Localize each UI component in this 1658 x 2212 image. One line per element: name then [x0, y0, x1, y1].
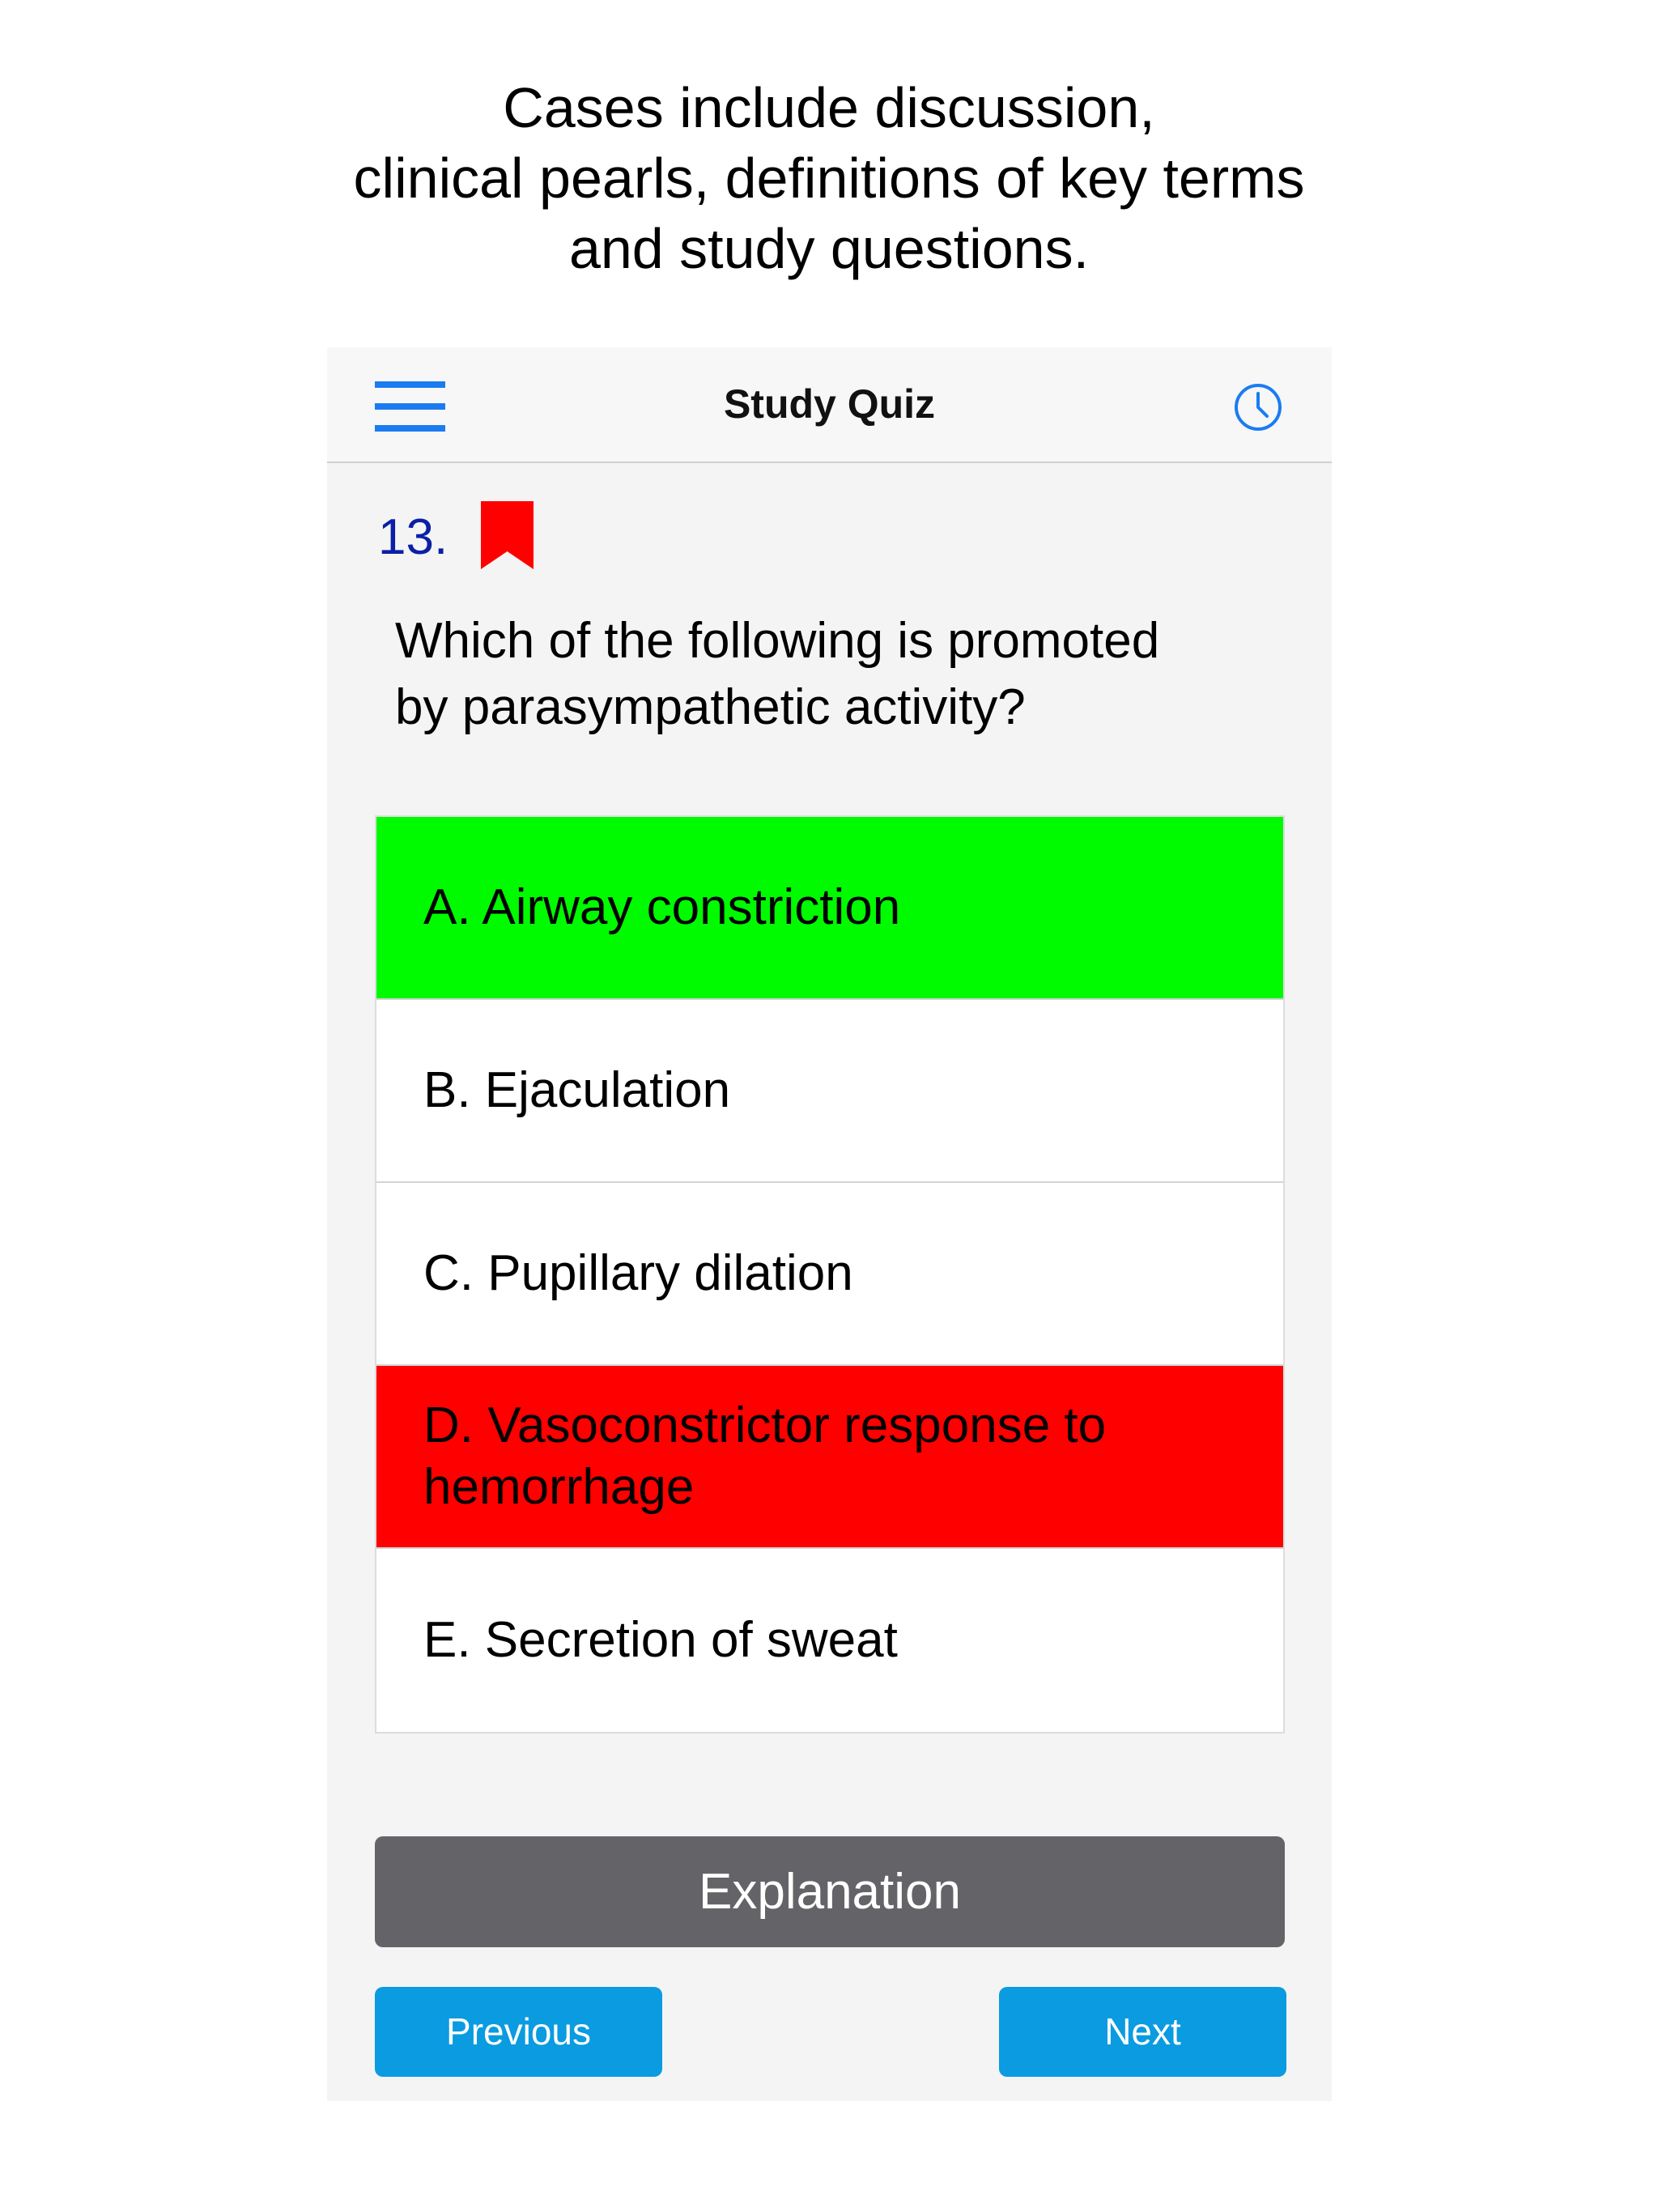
answer-label: [423, 1243, 853, 1304]
question-text: [395, 608, 1269, 741]
question-line: by parasympathetic activity?: [395, 679, 1026, 735]
page-title: Study Quiz: [723, 381, 936, 427]
answer-text-line: hemorrhage: [423, 1459, 695, 1515]
clock-icon[interactable]: [1233, 382, 1283, 432]
question-line: Which of the following is promoted: [395, 613, 1160, 669]
caption-line: clinical pearls, definitions of key terms: [353, 147, 1305, 210]
answer-text-line: D. Vasoconstrictor response to: [423, 1397, 1107, 1453]
answer-text-line: E. Secretion of sweat: [423, 1612, 898, 1668]
answer-option-e[interactable]: [376, 1549, 1283, 1732]
answer-option-a[interactable]: [376, 817, 1283, 1000]
answer-list: [375, 815, 1285, 1733]
answer-label: [423, 1060, 730, 1121]
navigation-bar: [327, 347, 1332, 463]
answer-text-line: C. Pupillary dilation: [423, 1245, 853, 1301]
caption-line: Cases include discussion,: [503, 76, 1155, 139]
previous-button[interactable]: Previous: [375, 1987, 662, 2077]
answer-option-d[interactable]: [376, 1366, 1283, 1549]
answer-label: [423, 1610, 898, 1671]
answer-text-line: A. Airway constriction: [423, 879, 901, 935]
bookmark-icon[interactable]: [481, 501, 534, 569]
answer-label: [423, 1395, 1106, 1518]
caption-line: and study questions.: [568, 217, 1090, 280]
next-button[interactable]: Next: [999, 1987, 1286, 2077]
app-screen: [327, 347, 1332, 2101]
answer-label: [423, 877, 900, 938]
answer-option-c[interactable]: [376, 1183, 1283, 1366]
promo-caption: [0, 73, 1658, 284]
explanation-button[interactable]: Explanation: [375, 1836, 1285, 1947]
answer-option-b[interactable]: [376, 1000, 1283, 1183]
answer-text-line: B. Ejaculation: [423, 1062, 731, 1118]
question-number: 13.: [378, 509, 449, 565]
hamburger-menu-icon[interactable]: [375, 381, 445, 432]
